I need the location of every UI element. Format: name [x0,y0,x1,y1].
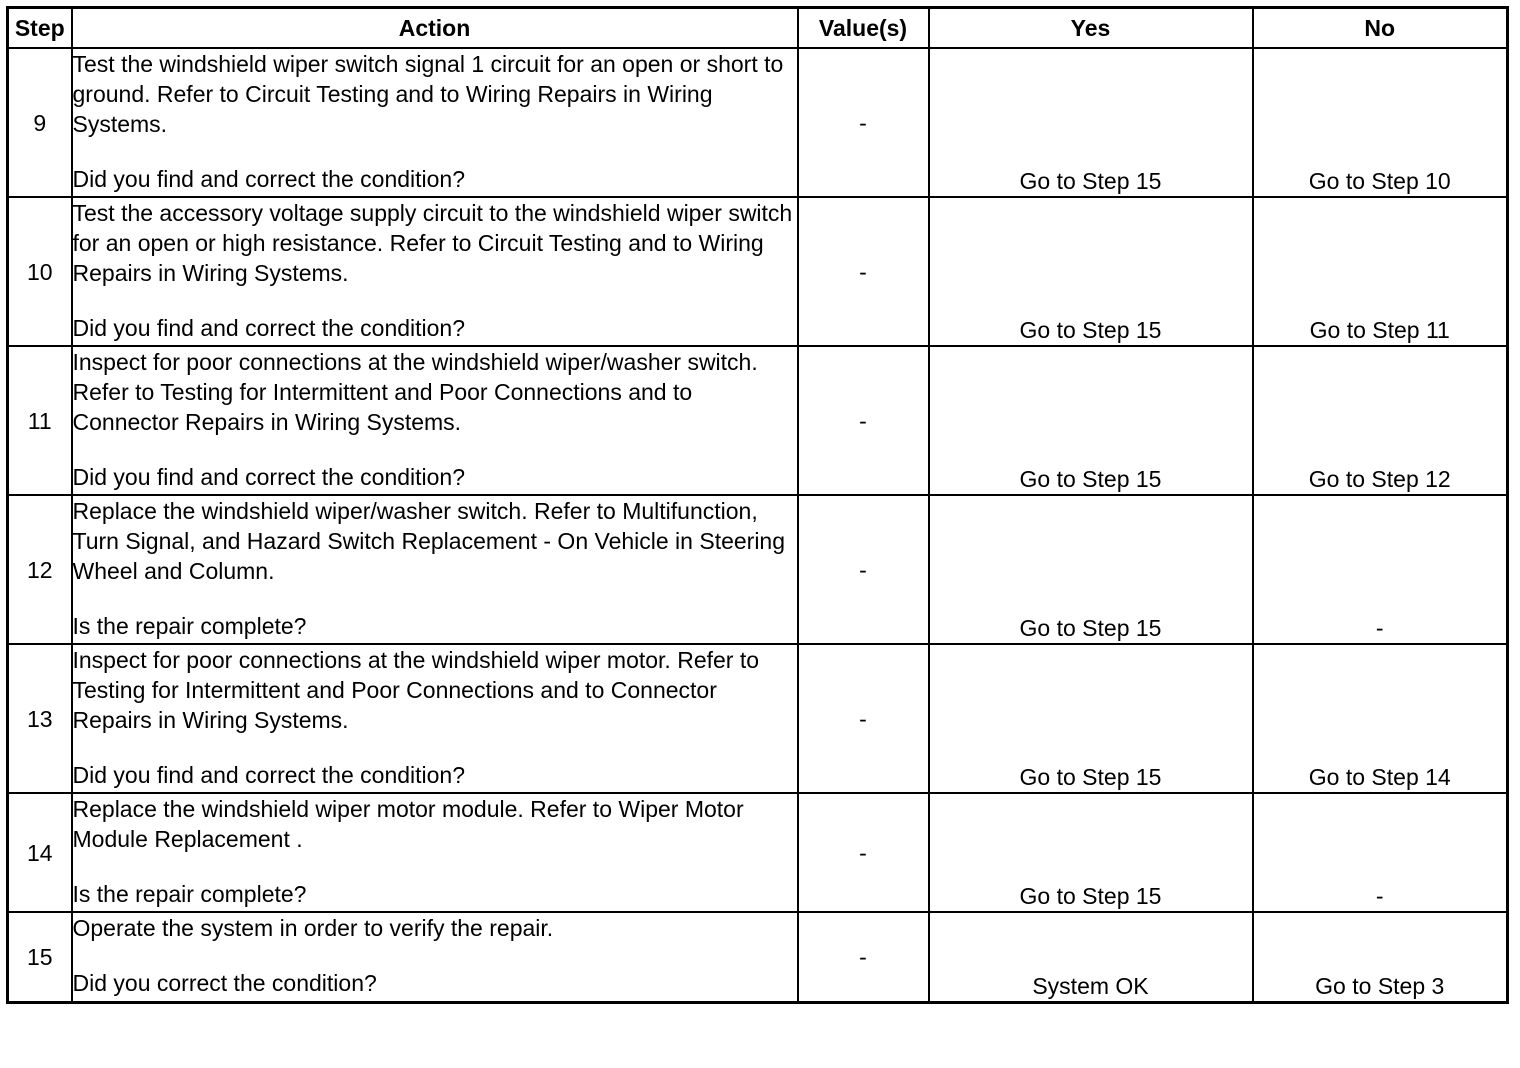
value-cell: - [798,346,929,495]
yes-result: Go to Step 15 [929,793,1253,912]
action-cell [72,912,798,1003]
action-question: Is the repair complete? [72,613,307,639]
no-result: Go to Step 14 [1253,644,1508,793]
no-result: Go to Step 10 [1253,48,1508,197]
table-row [8,346,1508,495]
value-cell: - [798,495,929,644]
yes-result: Go to Step 15 [929,197,1253,346]
action-text: Operate the system in order to verify the repair. [72,915,554,941]
table-row [8,495,1508,644]
action-text: Replace the windshield wiper/washer switch. Refer to Multifunction, Turn Signal, and Hazard Switch Replacement - On Vehicle in Steering Wheel and Column. [72,498,786,584]
action-cell [72,346,798,495]
no-result: Go to Step 11 [1253,197,1508,346]
step-number: 13 [8,644,72,793]
action-question: Did you correct the condition? [72,970,377,996]
action-text: Test the windshield wiper switch signal 1 circuit for an open or short to ground. Refer to Circuit Testing and to Wiring Repairs in Wiring Systems. [72,51,784,137]
action-text: Replace the windshield wiper motor module. Refer to Wiper Motor Module Replacement . [72,796,744,852]
value-cell: - [798,644,929,793]
table-row [8,912,1508,1003]
diagnostic-table [6,6,1509,1004]
header-yes: Yes [929,8,1253,49]
value-cell: - [798,793,929,912]
step-number: 9 [8,48,72,197]
action-cell [72,48,798,197]
header-action: Action [72,8,798,49]
table-row [8,48,1508,197]
table-row [8,644,1508,793]
action-cell [72,793,798,912]
value-cell: - [798,48,929,197]
action-question: Did you find and correct the condition? [72,762,466,788]
no-result: Go to Step 12 [1253,346,1508,495]
yes-result: Go to Step 15 [929,644,1253,793]
header-step: Step [8,8,72,49]
header-no: No [1253,8,1508,49]
yes-result: Go to Step 15 [929,346,1253,495]
table-header-row [8,8,1508,49]
no-result: - [1253,793,1508,912]
yes-result: Go to Step 15 [929,48,1253,197]
action-text: Test the accessory voltage supply circuit to the windshield wiper switch for an open or high resistance. Refer to Circuit Testing and to Wiring Repairs in Wiring Systems. [72,200,793,286]
value-cell: - [798,197,929,346]
step-number: 11 [8,346,72,495]
table-row [8,793,1508,912]
step-number: 14 [8,793,72,912]
step-number: 10 [8,197,72,346]
no-result: - [1253,495,1508,644]
yes-result: System OK [929,912,1253,1003]
action-cell [72,197,798,346]
action-question: Did you find and correct the condition? [72,166,466,192]
header-values: Value(s) [798,8,929,49]
action-cell [72,644,798,793]
action-cell [72,495,798,644]
action-question: Did you find and correct the condition? [72,464,466,490]
table-row [8,197,1508,346]
no-result: Go to Step 3 [1253,912,1508,1003]
action-question: Is the repair complete? [72,881,307,907]
value-cell: - [798,912,929,1003]
step-number: 12 [8,495,72,644]
action-text: Inspect for poor connections at the windshield wiper/washer switch. Refer to Testing for Intermittent and Poor Connections and to Connector Repairs in Wiring Systems. [72,349,758,435]
action-question: Did you find and correct the condition? [72,315,466,341]
yes-result: Go to Step 15 [929,495,1253,644]
action-text: Inspect for poor connections at the windshield wiper motor. Refer to Testing for Intermittent and Poor Connections and to Connector Repairs in Wiring Systems. [72,647,760,733]
step-number: 15 [8,912,72,1003]
